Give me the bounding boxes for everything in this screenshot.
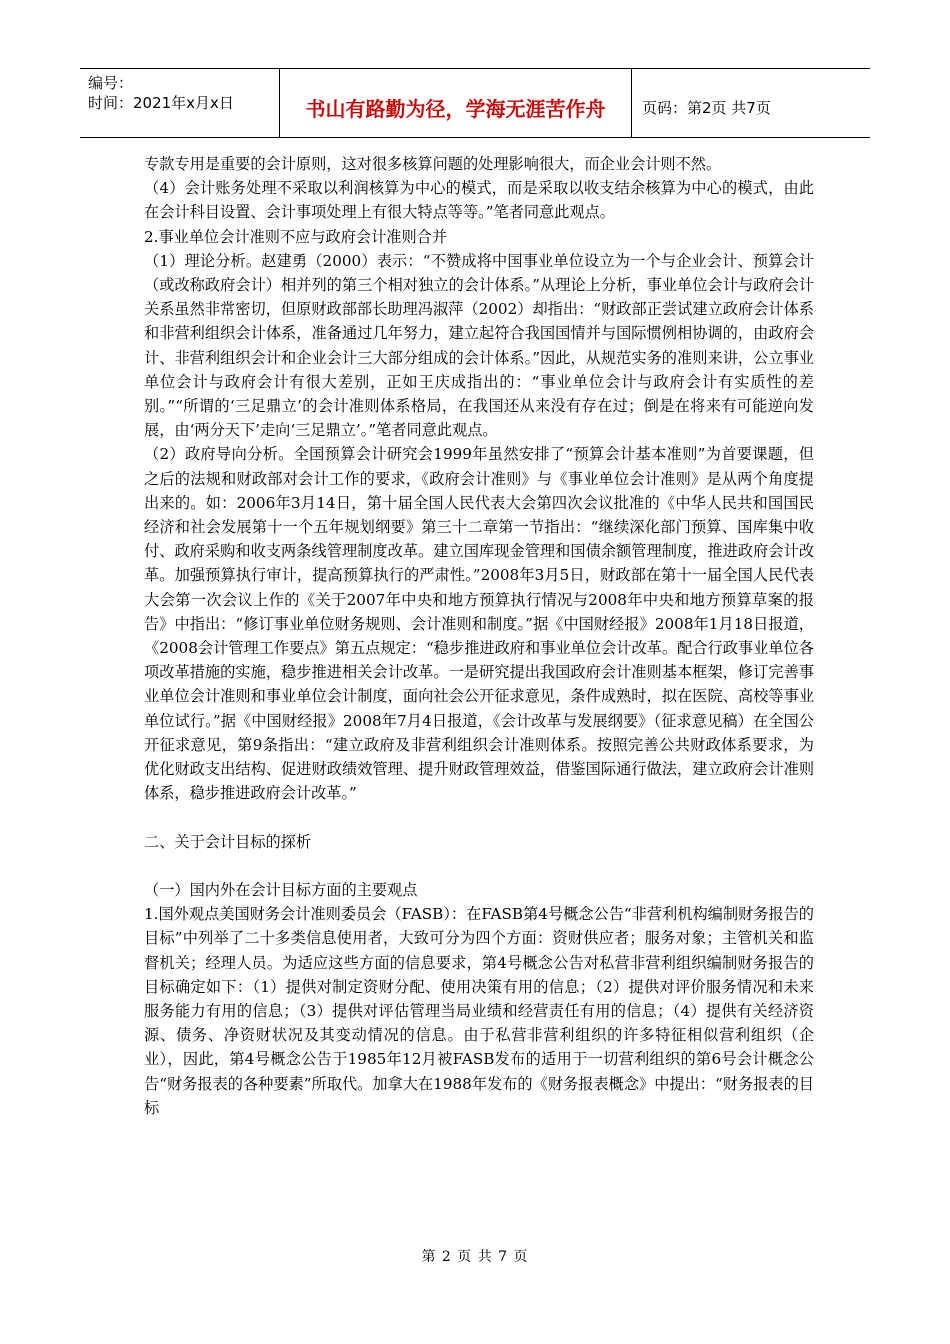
paragraph: （1）理论分析。赵建勇（2000）表示：“不赞成将中国事业单位设立为一个与企业会计、预算会计（或改称政府会计）相并列的第三个相对独立的会计体系。”从理论上分析，事业单位会计与政府会计关系虽然非常密切，但原财政部部长助理冯淑萍（2002）却指出：“财政部正尝试建立政府会计体系和非营利组织会计体系，准备通过几年努力，建立起符合我国国情并与国际惯例相协调的，由政府会计、非营利组织会计和企业会计三大部分组成的会计体系。”因此，从规范实务的准则来讲，公立事业单位会计与政府会计有很大差别，正如王庆成指出的：“事业单位会计与政府会计有实质性的差别。”“所谓的‘三足鼎立’的会计准则体系格局，在我国还从来没有存在过；倒是在将来有可能逆向发展，由‘两分天下’走向‘三足鼎立’。”笔者同意此观点。 [144, 251, 814, 440]
header-motto: 书山有路勤为径，学海无涯苦作舟 [280, 69, 632, 137]
document-body [144, 152, 814, 1120]
paragraph: 1.国外观点美国财务会计准则委员会（FASB）：在FASB第4号概念公告“非营利机构编制财务报告的目标”中列举了二十多类信息使用者，大致可分为四个方面：资财供应者；服务对象；主管机关和监督机关；经理人员。为适应这些方面的信息要求，第4号概念公告对私营非营利组织编制财务报告的目标确定如下：（1）提供对制定资财分配、使用决策有用的信息；（2）提供对评价服务情况和未来服务能力有用的信息；（3）提供对评估管理当局业绩和经营责任有用的信息；（4）提供有关经济资源、债务、净资财状况及其变动情况的信息。由于私营非营利组织的许多特征相似营利组织（企业），因此，第4号概念公告于1985年12月被FASB发布的适用于一切营利组织的第6号会计概念公告“财务报表的各种要素”所取代。加拿大在1988年发布的《财务报表概念》中提出：“财务报表的目标 [144, 905, 814, 1117]
blank-line [144, 854, 814, 878]
paragraph: 专款专用是重要的会计原则，这对很多核算问题的处理影响很大，而企业会计则不然。 [144, 155, 722, 173]
subsection-heading: （一）国内外在会计目标方面的主要观点 [144, 881, 418, 900]
paragraph: （4）会计账务处理不采取以利润核算为中心的模式，而是采取以收支结余核算为中心的模式，由此在会计科目设置、会计事项处理上有很大特点等等。”笔者同意此观点。 [144, 179, 814, 222]
header-page-info: 页码：第2页 共7页 [642, 98, 771, 117]
paragraph: （2）政府导向分析。全国预算会计研究会1999年虽然安排了“预算会计基本准则”为首要课题，但之后的法规和财政部对会计工作的要求，《政府会计准则》与《事业单位会计准则》是从两个角度提出来的。如：2006年3月14日，第十届全国人民代表大会第四次会议批准的《中华人民共和国国民经济和社会发展第十一个五年规划纲要》第三十二章第一节指出：“继续深化部门预算、国库集中收付、政府采购和收支两条线管理制度改革。建立国库现金管理和国债余额管理制度，推进政府会计改革。加强预算执行审计，提高预算执行的严肃性。”2008年3月5日，财政部在第十一届全国人民代表大会第一次会议上作的《关于2007年中央和地方预算执行情况与2008年中央和地方预算草案的报告》中指出：“修订事业单位财务规则、会计准则和制度。”据《中国财经报》2008年1月18日报道，《2008会计管理工作要点》第五点规定：“稳步推进政府和事业单位会计改革。配合行政事业单位各项改革措施的实施，稳步推进相关会计改革。一是研究提出我国政府会计准则基本框架，修订完善事业单位会计准则和事业单位会计制度，面向社会公开征求意见，条件成熟时，拟在医院、高校等事业单位试行。”据《中国财经报》2008年7月4日报道，《会计改革与发展纲要》（征求意见稿）在全国公开征求意见，第9条指出：“建立政府及非营利组织会计准则体系。按照完善公共财政体系要求，为优化财政支出结构、促进财政绩效管理、提升财政管理效益，借鉴国际通行做法，建立政府会计准则体系，稳步推进政府会计改革。” [144, 445, 814, 803]
chapter-heading: 二、关于会计目标的探析 [144, 832, 312, 851]
header-time-label: 时间：2021年x月x日 [88, 94, 234, 112]
header-number-label: 编号： [88, 74, 134, 92]
header-meta [80, 69, 280, 137]
blank-line [144, 805, 814, 829]
section-heading: 2.事业单位会计准则不应与政府会计准则合并 [144, 227, 448, 246]
page-footer: 第 2 页 共 7 页 [421, 1249, 529, 1265]
page-header [80, 68, 870, 138]
